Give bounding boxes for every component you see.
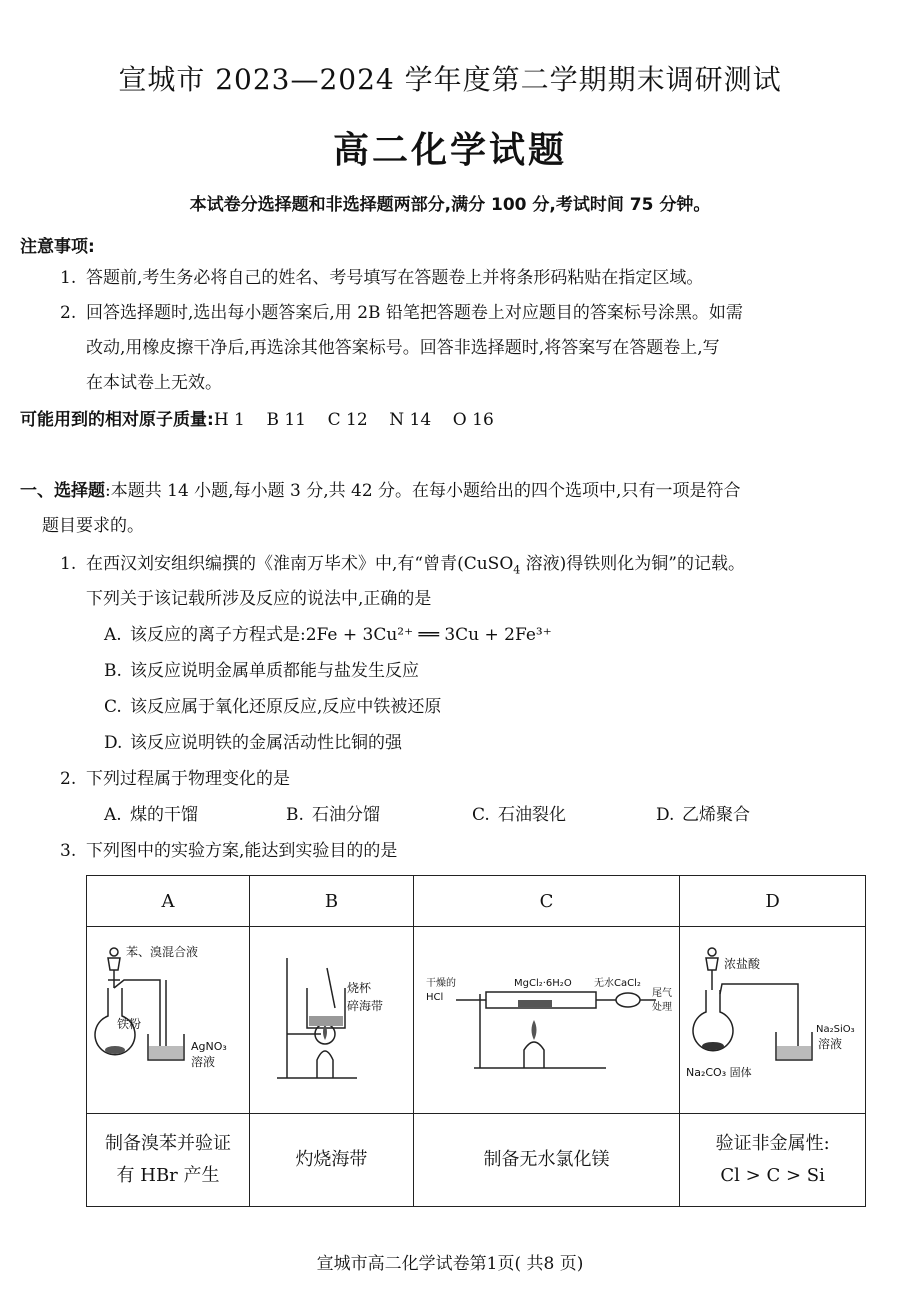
figure-d-silicate-label: Na₂SiO₃ [815,1023,855,1035]
caption-b: 灼烧海带 [250,1114,414,1207]
page-footer: 宣城市高二化学试卷第1页( 共8 页) [316,1254,584,1274]
figure-c-mgcl2-apparatus [416,928,678,1108]
figure-c-cacl2-label: 无水CaCl₂ [593,977,641,989]
figure-c-hcl-label: HCl [425,991,443,1003]
figure-a-funnel-label: 苯、溴混合液 [126,944,199,959]
exam-title: 宣城市 2023—2024 学年度第二学期期末调研测试 [118,63,782,96]
caption-d: 验证非金属性: Cl > C > Si [680,1114,866,1207]
question-1-option-d[interactable]: D. 该反应说明铁的金属活动性比铜的强 [104,733,402,753]
figure-a-iron-label: 铁粉 [117,1016,142,1031]
question-2-stem: 2. 下列过程属于物理变化的是 [60,769,290,789]
figure-a-cell [87,927,250,1114]
section1-heading: 一、选择题:本题共 14 小题,每小题 3 分,共 42 分。在每小题给出的四个选项中,只有一项是符合 [20,481,741,501]
figure-b-kelp-label: 碎海带 [347,998,384,1013]
question-2-option-c[interactable]: C. 石油裂化 [472,805,566,825]
section1-line2: 题目要求的。 [42,516,144,536]
figure-b-kelp-burning-apparatus [251,928,411,1108]
notice-item-2: 2. 回答选择题时,选出每小题答案后,用 2B 铅笔把答题卷上对应题目的答案标号涂黑。如需 [60,303,743,323]
question-1-option-c[interactable]: C. 该反应属于氧化还原反应,反应中铁被还原 [104,697,442,717]
table-header-a[interactable]: A [87,876,250,927]
question-1-stem: 1. 在西汉刘安组织编撰的《淮南万毕术》中,有“曾青(CuSO$_4$ 溶液)得铁则化为铜”的记载。 [60,554,745,577]
experiment-table [86,875,866,1207]
notice-item-2-line2: 改动,用橡皮擦干净后,再选涂其他答案标号。回答非选择题时,将答案写在答题卷上,写 [86,338,720,358]
figure-d-acid-label: 浓盐酸 [723,956,760,971]
figure-c-tail-label: 尾气 [651,987,672,999]
question-1-option-b[interactable]: B. 该反应说明金属单质都能与盐发生反应 [104,661,419,681]
question-1-option-a[interactable]: A. 该反应的离子方程式是:2Fe + 3Cu²⁺ ══ 3Cu + 2Fe³⁺ [104,625,552,645]
figure-a-bromobenzene-apparatus [88,928,248,1108]
caption-c: 制备无水氯化镁 [413,1114,679,1207]
notice-item-2-line3: 在本试卷上无效。 [86,373,222,393]
caption-a: 制备溴苯并验证 有 HBr 产生 [87,1114,250,1207]
figure-d-cell [680,927,866,1114]
exam-intro: 本试卷分选择题和非选择题两部分,满分 100 分,考试时间 75 分钟。 [189,195,711,215]
table-header-d[interactable]: D [680,876,866,927]
question-2-option-d[interactable]: D. 乙烯聚合 [656,805,750,825]
figure-a-solution-label: 溶液 [191,1054,216,1069]
subject-title: 高二化学试题 [332,130,567,171]
question-3-stem: 3. 下列图中的实验方案,能达到实验目的的是 [60,841,398,861]
figure-c-treat-label: 处理 [651,1001,672,1013]
figure-d-carbonate-label: Na₂CO₃ 固体 [685,1065,752,1079]
figure-c-dry-label: 干燥的 [425,977,456,989]
table-header-b[interactable]: B [250,876,414,927]
figure-d-nonmetal-apparatus [682,928,864,1108]
question-2-option-a[interactable]: A. 煤的干馏 [104,805,198,825]
question-1-stem-line2: 下列关于该记载所涉及反应的说法中,正确的是 [86,589,432,609]
figure-c-cell [413,927,679,1114]
atomic-mass-line: 可能用到的相对原子质量:H 1 B 11 C 12 N 14 O 16 [20,410,494,430]
figure-a-agno3-label: AgNO₃ [191,1039,227,1053]
figure-d-solution-label: 溶液 [817,1036,842,1051]
figure-b-cell [250,927,414,1114]
figure-b-beaker-label: 烧杯 [347,980,372,995]
table-header-c[interactable]: C [413,876,679,927]
question-2-option-b[interactable]: B. 石油分馏 [286,805,380,825]
notice-heading: 注意事项: [20,237,95,257]
figure-c-mgcl2-label: MgCl₂·6H₂O [513,977,572,989]
notice-item-1: 1. 答题前,考生务必将自己的姓名、考号填写在答题卷上并将条形码粘贴在指定区域。 [60,268,704,288]
